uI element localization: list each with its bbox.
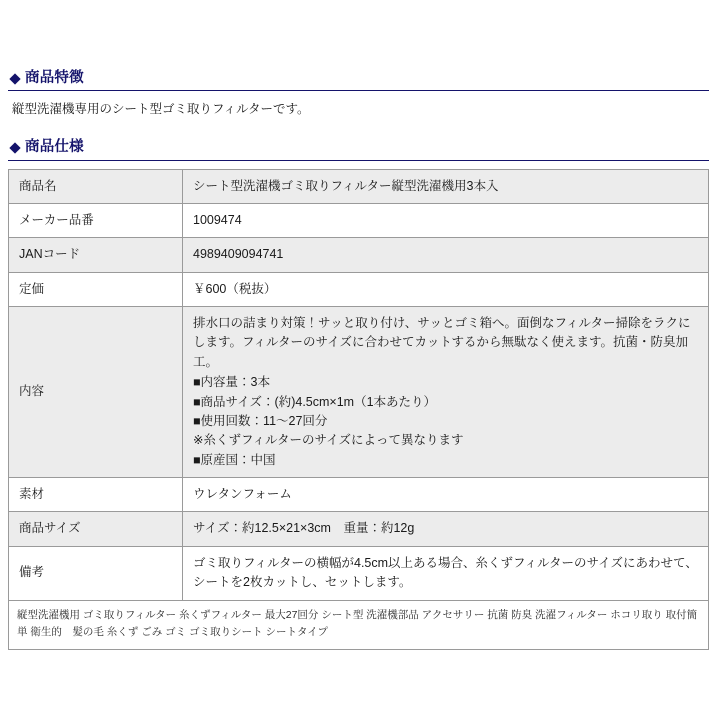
heading-underline-feature — [8, 90, 709, 91]
section-heading-feature — [8, 70, 709, 87]
content-line: ■原産国：中国 — [193, 452, 276, 467]
spec-label: 内容 — [9, 307, 183, 478]
diamond-bullet-icon — [9, 73, 20, 84]
spec-value: ゴミ取りフィルターの横幅が4.5cm以上ある場合、糸くずフィルターのサイズにあわせて、シートを2枚カットし、セットします。 — [183, 546, 709, 600]
section-heading-feature-label: 商品特徴 — [25, 70, 84, 86]
spec-label: 商品名 — [9, 169, 183, 203]
feature-description: 縦型洗濯機専用のシート型ゴミ取りフィルターです。 — [12, 102, 310, 117]
spec-value: ￥600（税抜） — [183, 272, 709, 306]
spec-label: 素材 — [9, 478, 183, 512]
content-line: ■商品サイズ：(約)4.5cm×1m（1本あたり） — [193, 394, 437, 409]
spec-label: 商品サイズ — [9, 512, 183, 546]
section-spacer — [8, 119, 709, 139]
spec-value: ウレタンフォーム — [183, 478, 709, 512]
table-row — [9, 169, 709, 203]
heading-underline-spec — [8, 160, 709, 161]
spec-label: 定価 — [9, 272, 183, 306]
top-spacer — [8, 0, 709, 70]
spec-value: サイズ：約12.5×21×3cm 重量：約12g — [183, 512, 709, 546]
keyword-list: 縦型洗濯機用 ゴミ取りフィルター 糸くずフィルター 最大27回分 シート型 洗濯機部品 アクセサリー 抗菌 防臭 洗濯フィルター ホコリ取り 取付簡単 衛生的 髪の毛 糸くず ごみ ゴミ ゴミ取りシート シートタイプ — [8, 601, 709, 651]
diamond-bullet-icon — [9, 142, 20, 153]
spec-table — [8, 169, 709, 601]
content-line: ■内容量：3本 — [193, 375, 271, 390]
content-paragraph: 排水口の詰まり対策！サッと取り付け、サッとゴミ箱へ。面倒なフィルター掃除をラクにします。フィルターのサイズに合わせてカットするから無駄なく使えます。抗菌・防臭加工。 — [193, 316, 691, 369]
table-row-content — [9, 307, 709, 478]
section-heading-spec-label: 商品仕様 — [25, 139, 84, 156]
spec-label: JANコード — [9, 238, 183, 272]
content-line: ■使用回数：11〜27回分 — [193, 413, 328, 428]
section-heading-spec — [8, 139, 709, 156]
spec-value: シート型洗濯機ゴミ取りフィルター縦型洗濯機用3本入 — [183, 169, 709, 203]
content-line: ※糸くずフィルターのサイズによって異なります — [193, 433, 464, 448]
table-row — [9, 512, 709, 546]
spec-value: 4989409094741 — [183, 238, 709, 272]
spec-value: 1009474 — [183, 203, 709, 237]
spec-label: 備考 — [9, 546, 183, 600]
table-row — [9, 203, 709, 237]
table-row — [9, 546, 709, 600]
spec-value-content — [183, 307, 709, 478]
table-row — [9, 238, 709, 272]
table-row — [9, 478, 709, 512]
table-row — [9, 272, 709, 306]
spec-label: メーカー品番 — [9, 203, 183, 237]
